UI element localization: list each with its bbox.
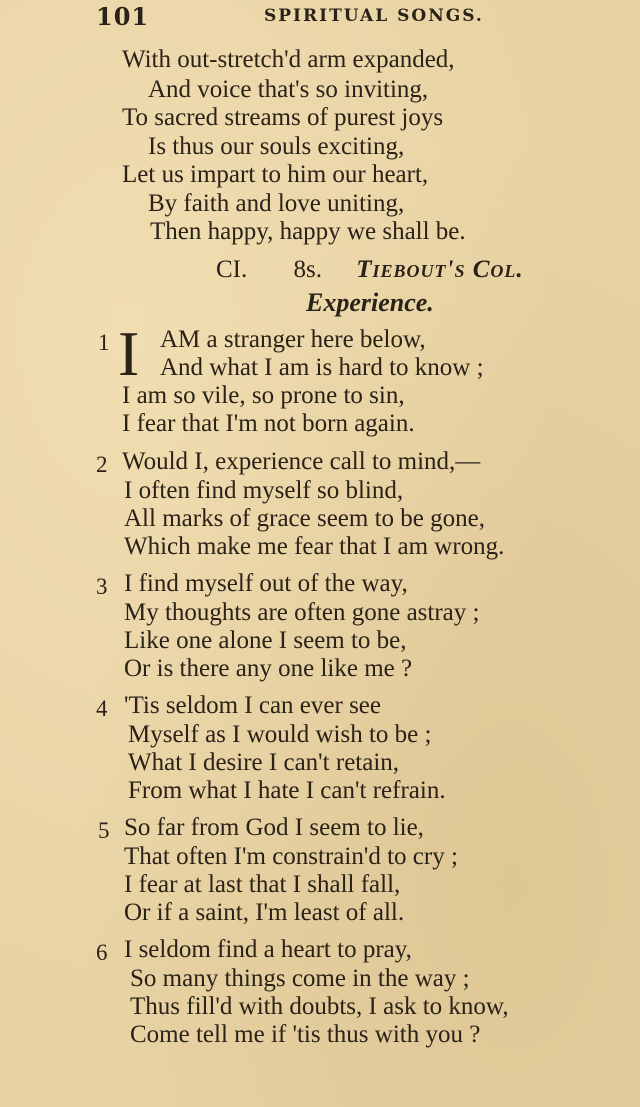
page-number: 101 xyxy=(96,2,150,31)
verse-line: Or if a saint, I'm least of all. xyxy=(124,899,405,926)
continuation-line: To sacred streams of purest joys xyxy=(122,104,444,131)
verse-line: Like one alone I seem to be, xyxy=(124,627,407,654)
verse-line: So many things come in the way ; xyxy=(130,965,470,992)
verse-line: From what I hate I can't refrain. xyxy=(128,777,446,804)
continuation-line: With out-stretch'd arm expanded, xyxy=(122,46,455,73)
page-header xyxy=(96,2,496,31)
drop-capital: I xyxy=(118,318,140,389)
verse-line: Myself as I would wish to be ; xyxy=(128,721,432,748)
hymn-meter: 8s. xyxy=(293,256,322,283)
continuation-line: By faith and love uniting, xyxy=(148,190,405,217)
verse-number: 5 xyxy=(98,818,110,843)
running-title: SPIRITUAL SONGS. xyxy=(264,6,484,26)
hymn-number: CI. xyxy=(216,256,248,283)
continuation-line: Then happy, happy we shall be. xyxy=(150,218,466,245)
continuation-line: And voice that's so inviting, xyxy=(148,76,429,103)
verse-line: That often I'm constrain'd to cry ; xyxy=(124,843,458,870)
verse-line: All marks of grace seem to be gone, xyxy=(124,505,485,532)
verse-line: I find myself out of the way, xyxy=(124,570,408,597)
verse-line: What I desire I can't retain, xyxy=(128,749,400,776)
verse-line: I often find myself so blind, xyxy=(124,477,404,504)
verse-line: My thoughts are often gone astray ; xyxy=(124,599,480,626)
verse-line: I am so vile, so prone to sin, xyxy=(122,382,405,409)
hymn-tune: Tiebout's Col. xyxy=(356,256,524,283)
verse-line: So far from God I seem to lie, xyxy=(124,814,424,841)
verse-line: Thus fill'd with doubts, I ask to know, xyxy=(130,993,509,1020)
hymn-heading xyxy=(216,256,524,284)
verse-line: Which make me fear that I am wrong. xyxy=(124,533,505,560)
continuation-line: Is thus our souls exciting, xyxy=(148,133,405,160)
verse-line: I fear that I'm not born again. xyxy=(122,410,415,437)
verse-number: 3 xyxy=(96,574,108,599)
verse-number: 1 xyxy=(98,330,110,355)
verse-line: I seldom find a heart to pray, xyxy=(124,936,412,963)
verse-line: AM a stranger here below, xyxy=(160,326,426,353)
hymn-subject: Experience. xyxy=(306,288,434,317)
verse-line: Come tell me if 'tis thus with you ? xyxy=(130,1021,481,1048)
verse-line: And what I am is hard to know ; xyxy=(160,354,484,381)
verse-number: 4 xyxy=(96,696,108,721)
verse-line: 'Tis seldom I can ever see xyxy=(124,692,381,719)
verse-number: 2 xyxy=(96,452,108,477)
verse-line: I fear at last that I shall fall, xyxy=(124,871,401,898)
continuation-line: Let us impart to him our heart, xyxy=(122,161,429,188)
verse-line: Or is there any one like me ? xyxy=(124,655,413,682)
verse-line: Would I, experience call to mind,— xyxy=(122,448,481,475)
verse-number: 6 xyxy=(96,940,108,965)
